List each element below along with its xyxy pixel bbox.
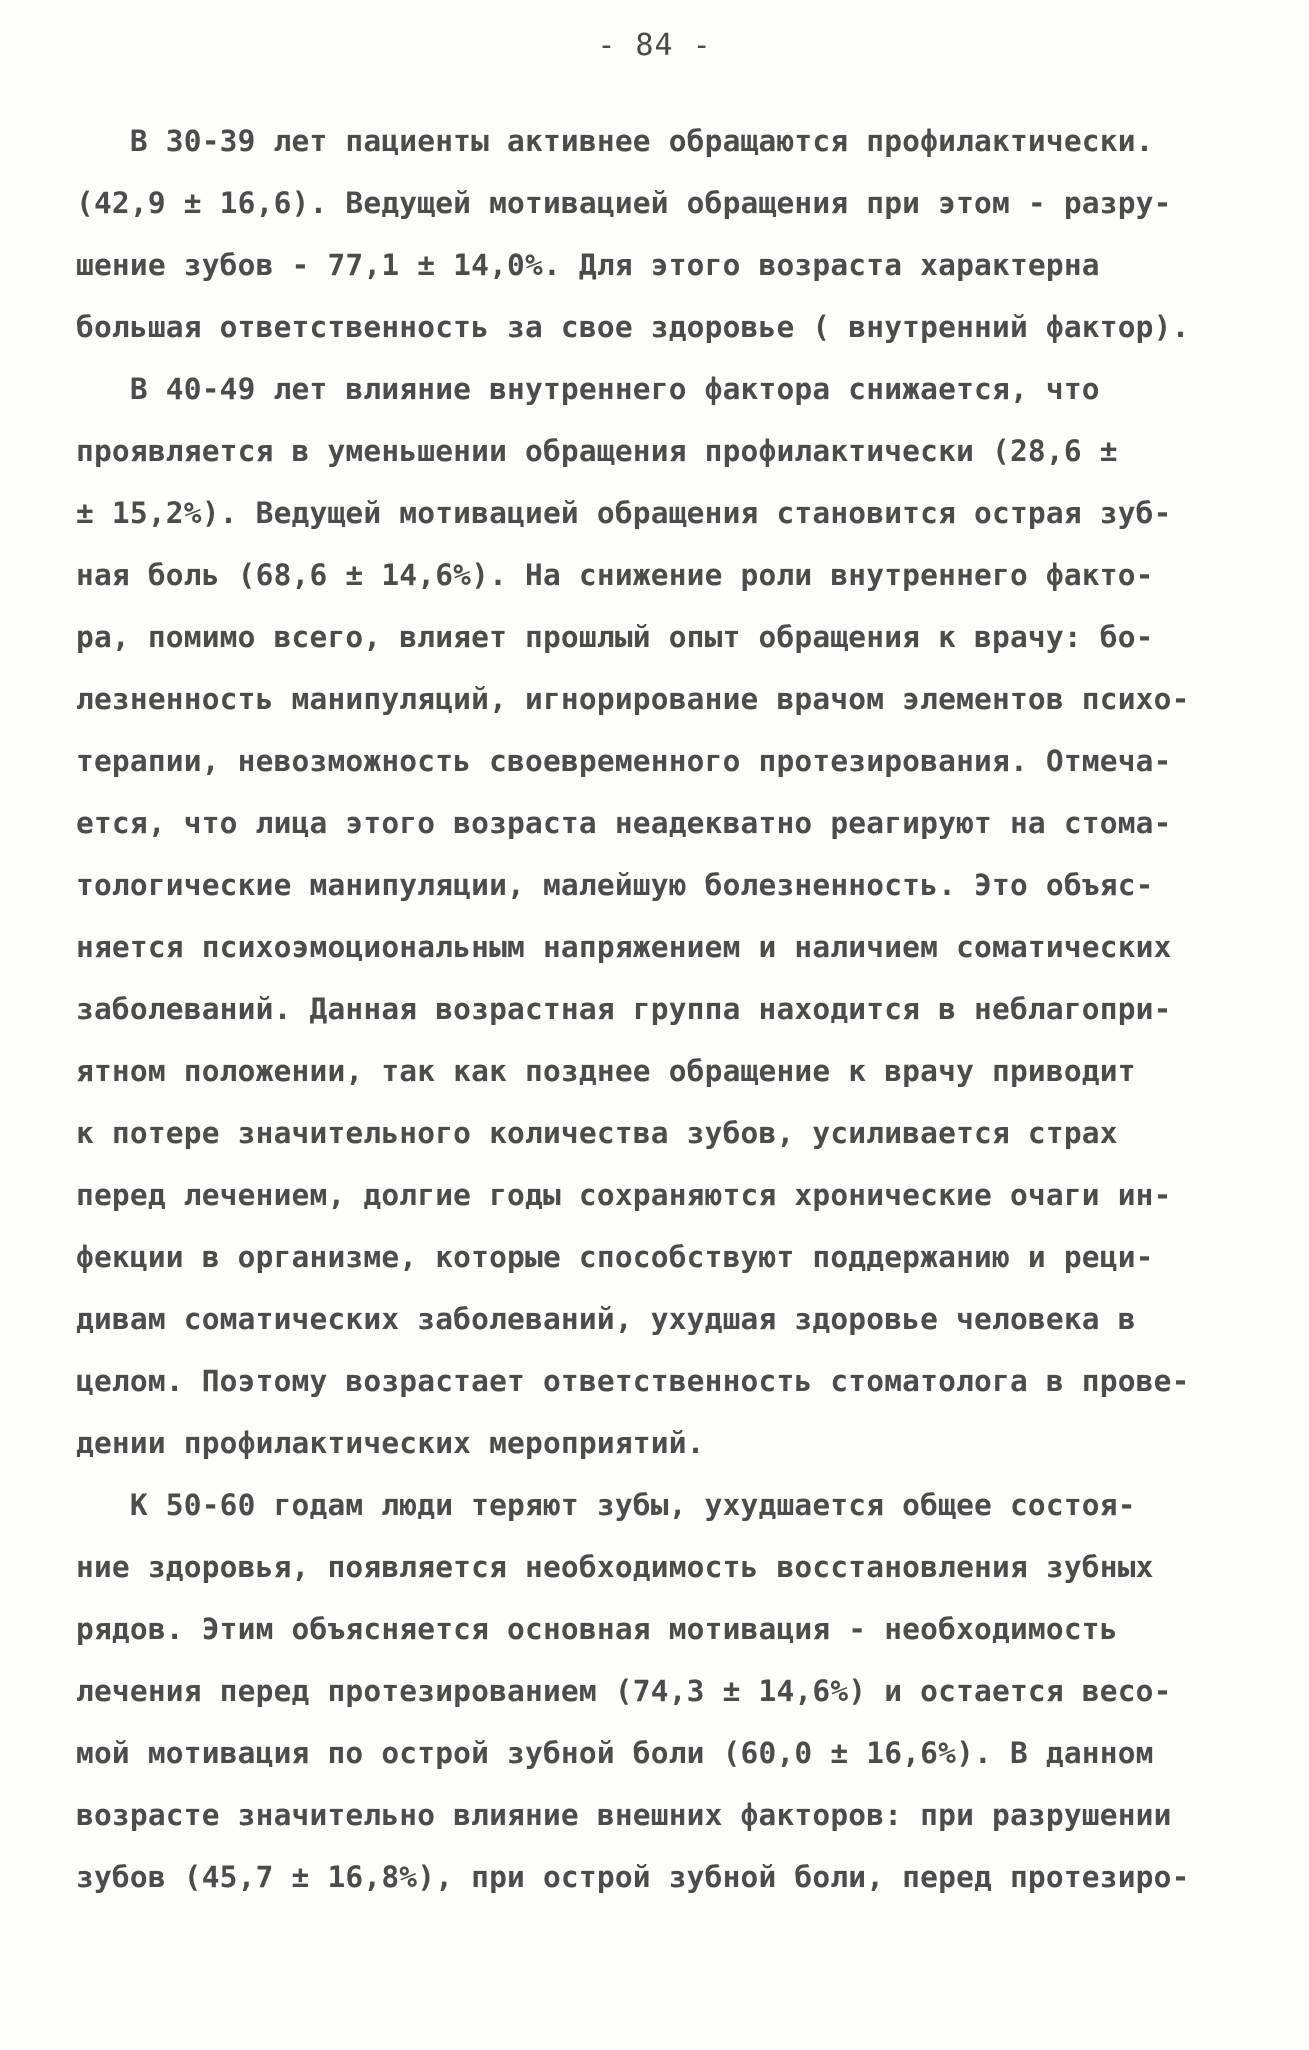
text-line: дивам соматических заболеваний, ухудшая здоровье человека в [76, 1302, 1136, 1336]
page-number: - 84 - [597, 28, 712, 63]
text-line: шение зубов - 77,1 ± 14,0%. Для этого возраста характерна [76, 248, 1100, 282]
text-line: ± 15,2%). Ведущей мотивацией обращения становится острая зуб- [76, 496, 1172, 530]
text-line: мой мотивация по острой зубной боли (60,0 ± 16,6%). В данном [76, 1736, 1154, 1770]
paragraph-3 [76, 1474, 1236, 1908]
text-line: зубов (45,7 ± 16,8%), при острой зубной боли, перед протезиро- [76, 1860, 1190, 1894]
body-text [76, 110, 1236, 1908]
text-line: В 30-39 лет пациенты активнее обращаются профилактически. [76, 124, 1154, 158]
text-line: проявляется в уменьшении обращения профилактически (28,6 ± [76, 434, 1118, 468]
paragraph-2 [76, 358, 1236, 1474]
text-line: заболеваний. Данная возрастная группа находится в неблагопри- [76, 992, 1172, 1026]
text-line: К 50-60 годам люди теряют зубы, ухудшается общее состоя- [76, 1488, 1136, 1522]
text-line: возрасте значительно влияние внешних факторов: при разрушении [76, 1798, 1172, 1832]
text-line: В 40-49 лет влияние внутреннего фактора снижается, что [76, 372, 1100, 406]
text-line: к потере значительного количества зубов, усиливается страх [76, 1116, 1118, 1150]
text-line: няется психоэмоциональным напряжением и наличием соматических [76, 930, 1172, 964]
text-line: ная боль (68,6 ± 14,6%). На снижение роли внутреннего факто- [76, 558, 1154, 592]
text-line: дении профилактических мероприятий. [76, 1426, 705, 1460]
text-line: перед лечением, долгие годы сохраняются хронические очаги ин- [76, 1178, 1172, 1212]
text-line: большая ответственность за свое здоровье ( внутренний фактор). [76, 310, 1190, 344]
text-line: терапии, невозможность своевременного протезирования. Отмеча- [76, 744, 1172, 778]
text-line: тологические манипуляции, малейшую болезненность. Это объяс- [76, 868, 1154, 902]
text-line: лечения перед протезированием (74,3 ± 14,6%) и остается весо- [76, 1674, 1172, 1708]
paragraph-1 [76, 110, 1236, 358]
text-line: рядов. Этим объясняется основная мотивация - необходимость [76, 1612, 1118, 1646]
text-line: лезненность манипуляций, игнорирование врачом элементов психо- [76, 682, 1190, 716]
text-line: ра, помимо всего, влияет прошлый опыт обращения к врачу: бо- [76, 620, 1154, 654]
text-line: ятном положении, так как позднее обращение к врачу приводит [76, 1054, 1136, 1088]
text-line: целом. Поэтому возрастает ответственность стоматолога в прове- [76, 1364, 1190, 1398]
text-line: (42,9 ± 16,6). Ведущей мотивацией обращения при этом - разру- [76, 186, 1172, 220]
text-line: ние здоровья, появляется необходимость восстановления зубных [76, 1550, 1154, 1584]
text-line: фекции в организме, которые способствуют поддержанию и реци- [76, 1240, 1154, 1274]
text-line: ется, что лица этого возраста неадекватно реагируют на стома- [76, 806, 1172, 840]
